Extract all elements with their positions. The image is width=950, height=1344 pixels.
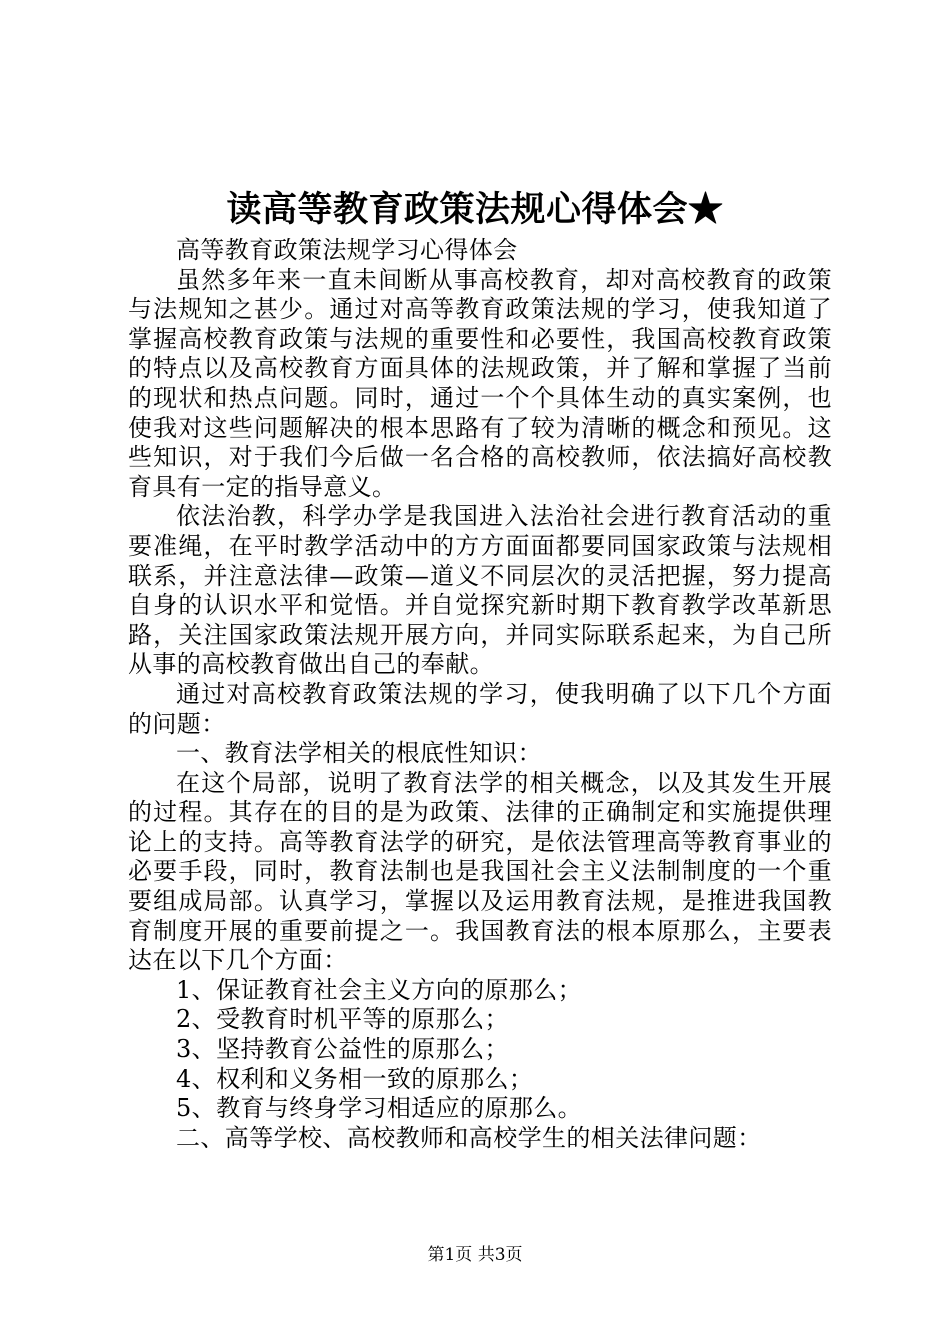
document-body	[128, 236, 832, 1153]
body-paragraph: 虽然多年来一直未间断从事高校教育，却对高校教育的政策与法规知之甚少。通过对高等教育政策法规的学习，使我知道了掌握高校教育政策与法规的重要性和必要性，我国高校教育政策的特点以及高校教育方面具体的法规政策，并了解和掌握了当前的现状和热点问题。同时，通过一个个具体生动的真实案例，也使我对这些问题解决的根本思路有了较为清晰的概念和预见。这些知识，对于我们今后做一名合格的高校教师，依法搞好高校教育具有一定的指导意义。	[128, 265, 832, 501]
list-item: 3、坚持教育公益性的原那么；	[176, 1035, 509, 1064]
list-item: 1、保证教育社会主义方向的原那么；	[176, 975, 583, 1004]
body-paragraph: 通过对高校教育政策法规的学习，使我明确了以下几个方面的问题：	[128, 679, 832, 738]
list-item: 2、受教育时机平等的原那么；	[176, 1005, 509, 1034]
document-title: 读高等教育政策法规心得体会★	[226, 189, 724, 230]
list-item: 5、教育与终身学习相适应的原那么。	[176, 1094, 583, 1123]
body-paragraph: 在这个局部，说明了教育法学的相关概念，以及其发生开展的过程。其存在的目的是为政策、法律的正确制定和实施提供理论上的支持。高等教育法学的研究，是依法管理高等教育事业的必要手段，同时，教育法制也是我国社会主义法制制度的一个重要组成局部。认真学习，掌握以及运用教育法规，是推进我国教育制度开展的重要前提之一。我国教育法的根本原那么，主要表达在以下几个方面：	[128, 768, 832, 975]
body-paragraph: 依法治教，科学办学是我国进入法治社会进行教育活动的重要准绳，在平时教学活动中的方方面面都要同国家政策与法规相联系，并注意法律—政策—道义不同层次的灵活把握，努力提高自身的认识水平和觉悟。并自觉探究新时期下教育教学改革新思路，关注国家政策法规开展方向，并同实际联系起来，为自己所从事的高校教育做出自己的奉献。	[128, 502, 832, 679]
section-heading: 一、教育法学相关的根底性知识：	[176, 739, 542, 768]
page-number: 第1页 共3页	[427, 1245, 523, 1265]
subtitle-paragraph: 高等教育政策法规学习心得体会	[176, 236, 518, 264]
section-heading: 二、高等学校、高校教师和高校学生的相关法律问题：	[176, 1123, 762, 1152]
list-item: 4、权利和义务相一致的原那么；	[176, 1064, 534, 1093]
